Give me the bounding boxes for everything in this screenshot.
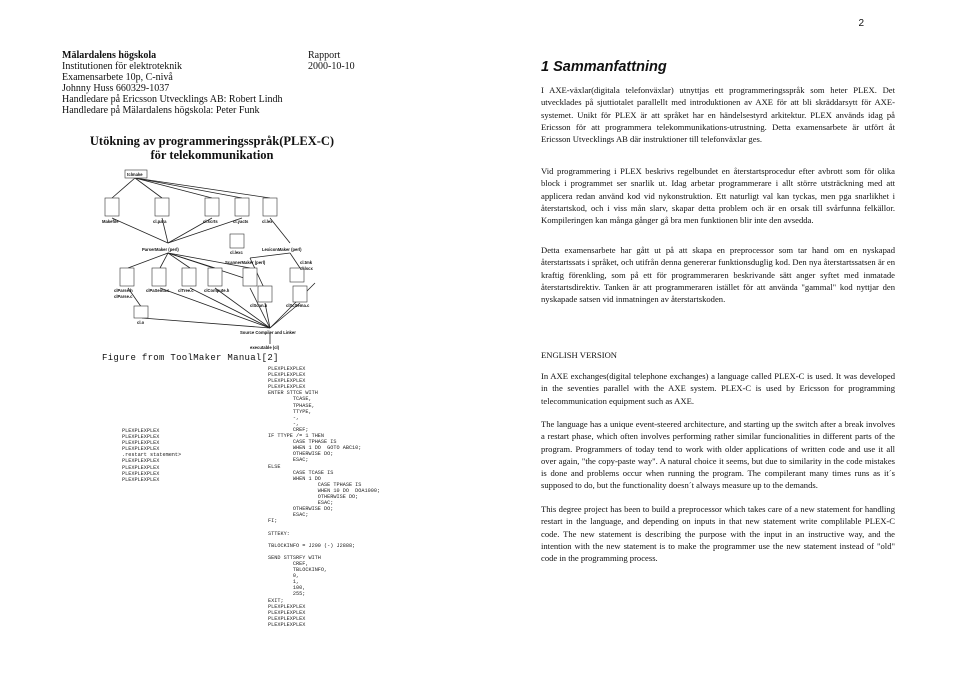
swedish-paragraph-3-text: Detta examensarbete har gått ut på att skapa en preprocessor som tar hand om en nyskapad återstartssats i språket, och utifrån denna genererar funktionsduglig kod. Den nya återstartssatsen är en kraftig förenkling, som på ett för programmeraren beskrivande sätt anger syftet med inmatade återstartsdirektiv. Tanken är att programmeraren istället för att använda "gammal" kod nyttjar den nyskapade satsen vid inmatningen av återstartskoden. — [541, 245, 895, 305]
tree-l1-1: cl.para — [153, 219, 167, 224]
code-right-line: FI; — [268, 518, 278, 525]
code-right-line: PLEXPLEXPLEX — [268, 372, 306, 379]
code-right-line: TBLOCKINFO, — [268, 567, 328, 574]
department: Institutionen för elektroteknik — [62, 61, 182, 72]
supervisor-university: Handledare på Mälardalens högskola: Peter Funk — [62, 105, 260, 116]
tree-bottom-label: Source Compiler and Linker — [240, 330, 296, 335]
code-right-line: SEND STTSRFY WITH — [268, 554, 321, 561]
tree-scanner-label: ScannerMaker (perl) — [225, 260, 266, 265]
report-info — [308, 50, 368, 72]
code-right-line: WHEN 1 DO GOTO ABC10; — [268, 445, 362, 452]
code-right-line: PLEXPLEXPLEX — [268, 609, 306, 616]
code-right-line: OTHERWISE DO; — [268, 451, 334, 458]
code-right-line: TBLOCKINFO = J200 (-) J2888; — [268, 542, 356, 549]
code-right-line: 0, — [268, 573, 300, 580]
swedish-paragraph-2 — [541, 165, 895, 226]
swedish-paragraph-1-text: I AXE-växlar(digitala telefonväxlar) utnyttjas ett programmeringsspråk som heter PLEX. Det utvecklades på sjuttiotalet parallellt med introduktionen av AXE för att bli skräddarsytt för AXE-systemet. Unikt för PLEX är att språket har en händelsestyrd arkitektur. PLEX används idag på Ericsson för att programmera telekommunikations-utrustning. Detta examensarbete är utfört åt Ericsson Utvecklings AB där instruktioner till telefonväxlar ges. — [541, 85, 895, 145]
code-right-line: EXIT; — [268, 597, 284, 604]
code-left-line: PLEXPLEXPLEX — [122, 464, 160, 471]
code-left-line: PLEXPLEXPLEX — [122, 476, 160, 483]
toolmaker-diagram — [100, 168, 420, 350]
course: Examensarbete 10p, C-nivå — [62, 72, 173, 83]
code-right-line: 100, — [268, 585, 306, 592]
tree-mid-0: cl.lexc — [230, 250, 243, 255]
tree-l1-2: cl.scrts — [203, 219, 218, 224]
code-right-line: ENTER STTCE WITH — [268, 390, 318, 397]
tree-mid-1: cl.tmk — [300, 260, 313, 265]
tree-lexer-label: LexiconMaker (perl) — [262, 247, 302, 252]
code-right-line: CREF; — [268, 426, 309, 433]
code-right-line: TTYPE, — [268, 408, 312, 415]
code-right-line: ESAC; — [268, 512, 309, 519]
code-right-line: ELSE — [268, 463, 281, 470]
code-right-line: PLEXPLEXPLEX — [268, 603, 306, 610]
code-right-line: CASE TPHASE IS — [268, 481, 362, 488]
code-right-line: STTEKY: — [268, 530, 290, 537]
tree-low-2: clTree.c — [178, 288, 194, 293]
code-right-line: WHEN 1 DO — [268, 475, 321, 482]
page-number: 2 — [858, 18, 864, 29]
tree-parser-label: ParserMaker (perl) — [142, 247, 179, 252]
english-heading: ENGLISH VERSION — [541, 350, 617, 360]
tree-obj-label: cl.o — [137, 320, 145, 325]
code-right-line: CASE TPHASE IS — [268, 439, 337, 446]
code-right-line: IF TTYPE /= 1 THEN — [268, 433, 325, 440]
tree-low-4: clScan.h — [250, 303, 268, 308]
english-paragraph-3-text: This degree project has been to build a preprocessor which takes care of a new statement for handling restart in the language, and depending on inputs in that new statement write complilable PLEX-C code. The new statement is describing the purpose with the input in an instructive way, and the intention with the new statement is to make the programmer use the new statement instead of "old" code in the programming process. — [541, 504, 895, 564]
english-paragraph-1 — [541, 370, 895, 407]
tree-low-1: clPaSema.c — [146, 288, 170, 293]
english-paragraph-3 — [541, 503, 895, 564]
code-right-line: -, — [268, 420, 300, 427]
tree-low-3: clCompute.h — [204, 288, 230, 293]
code-right-line: PLEXPLEXPLEX — [268, 378, 306, 385]
report-date: 2000-10-10 — [308, 61, 355, 72]
tree-l1-4: cl.lex — [262, 219, 273, 224]
tree-low-6: clParse.c — [114, 294, 133, 299]
code-block-left — [122, 428, 181, 483]
code-right-line: CREF, — [268, 561, 309, 567]
code-right-line: PLEXPLEXPLEX — [268, 615, 306, 622]
code-left-line: PLEXPLEXPLEX — [122, 446, 160, 453]
title-line-1: Utökning av programmeringsspråk(PLEX-C) — [89, 134, 335, 148]
figure-caption: Figure from ToolMaker Manual[2] — [102, 353, 279, 363]
code-right-line: TCASE, — [268, 396, 312, 403]
report-label: Rapport — [308, 50, 341, 61]
tree-root-label: tclmake — [127, 172, 143, 177]
english-paragraph-1-text: In AXE exchanges(digital telephone exchanges) a language called PLEX-C is used. It was developed in the seventies parallel with the AXE system. PLEX-C is used by Ericsson for programming telecommunication equipment such as AXE. — [541, 371, 895, 406]
english-paragraph-2-text: The language has a unique event-steered architecture, and starting up the switch after a break involves a restart phase, which often involves performing rather similar funcionalities in different parts of the program. Programmers of today tend to work with older applications of written code and use it all over again, "the copy-paste way". A natural choice it seems, but due to similarity in the code mistakes is done and problems occur when running the program. The compilerant many times runs as it´s supposed to do, but the functionality doesn´t always measure up to the demands. — [541, 419, 895, 491]
title-line-2: för telekommunikation — [150, 148, 274, 162]
code-right-line: -, — [268, 414, 300, 421]
tree-low-5: clScSema.c — [286, 303, 310, 308]
swedish-paragraph-1 — [541, 84, 895, 145]
code-right-line: OTHERWISE DO; — [268, 506, 334, 513]
code-right-line: PLEXPLEXPLEX — [268, 366, 306, 372]
author: Johnny Huss 660329-1037 — [62, 83, 170, 94]
tree-exe-label: executable (cl) — [250, 345, 280, 350]
tree-mid-2: cl.lscx — [300, 266, 313, 271]
code-right-line: ESAC; — [268, 500, 334, 507]
swedish-paragraph-2-text: Vid programmering i PLEX beskrivs regelbundet en återstartsprocedur efter avbrott som för olika block i programmet ser snarlik ut. Idag arbetar programmerare i allt större utsträckning med att applicera redan använd kod vid nykonstruktion. Ett naturligt val kan tyckas, men pga snarlikhet i återstartskod, och i viss mån slarv, skapar detta problem och är en orsak till svårfunna felkällor. Kompileringen kan många gånger gå bra men funktionen blir inte den avsedda. — [541, 166, 895, 226]
tree-low-0: clParse.h — [114, 288, 133, 293]
swedish-paragraph-3 — [541, 244, 895, 305]
code-right-line: CASE TCASE IS — [268, 469, 334, 476]
code-right-line: WHEN 10 DO DOA1000; — [268, 487, 381, 494]
university-name: Mälardalens högskola — [62, 50, 157, 61]
code-right-line: OTHERWISE DO; — [268, 493, 359, 500]
report-title — [62, 134, 362, 162]
code-right-line: 1, — [268, 579, 300, 586]
code-right-line: 255; — [268, 591, 306, 598]
supervisor-ericsson: Handledare på Ericsson Utvecklings AB: Robert Lindh — [62, 94, 283, 105]
tree-l1-3: cl.yacts — [233, 219, 249, 224]
english-paragraph-2 — [541, 418, 895, 492]
code-left-line: PLEXPLEXPLEX — [122, 458, 160, 465]
code-left-line: PLEXPLEXPLEX — [122, 440, 160, 447]
code-block-right — [268, 366, 380, 628]
code-left-line: PLEXPLEXPLEX — [122, 434, 160, 441]
section-heading: 1 Sammanfattning — [541, 59, 667, 75]
code-left-line: PLEXPLEXPLEX — [122, 428, 160, 434]
code-right-line: TPHASE, — [268, 402, 315, 409]
code-left-line: .restart statement> — [122, 452, 182, 459]
code-left-line: PLEXPLEXPLEX — [122, 470, 160, 477]
code-right-line: ESAC; — [268, 457, 309, 464]
tree-l1-0: Makefile — [102, 219, 119, 224]
code-right-line: PLEXPLEXPLEX — [268, 621, 306, 628]
code-right-line: PLEXPLEXPLEX — [268, 384, 306, 391]
